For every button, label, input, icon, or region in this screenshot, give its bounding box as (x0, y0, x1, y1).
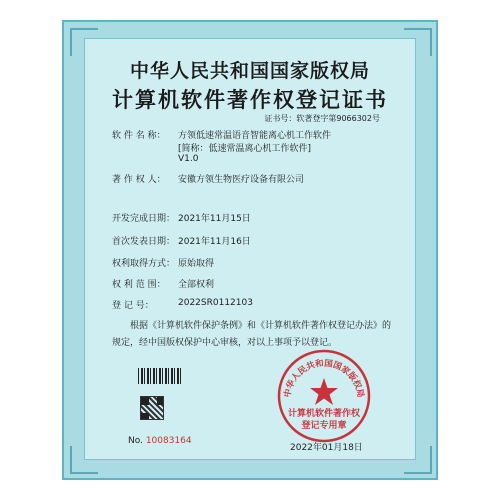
field-rights-scope (112, 277, 214, 290)
field-value: 全部权利 (178, 280, 215, 290)
field-value: 2021年11月16日 (178, 237, 251, 247)
field-registration-number (112, 298, 253, 311)
seal-center-line: 登记专用章 (301, 421, 347, 431)
legal-statement-line: 根据《计算机软件保护条例》和《计算机软件著作权登记办法》的 (130, 321, 392, 331)
corner-ornament (70, 28, 98, 56)
serial-prefix: No. (128, 436, 143, 446)
field-publish-date (112, 234, 251, 247)
software-version: V1.0 (178, 154, 199, 164)
field-software-name (112, 128, 331, 164)
field-label: 软 件 名 称： (112, 131, 166, 141)
field-value: 原始取得 (178, 259, 215, 269)
seal-arc-text: 中华人民共和国国家版权局 (282, 358, 366, 399)
field-value: 2022SR0112103 (178, 298, 253, 308)
field-copyright-owner (112, 172, 304, 185)
field-value: 安徽方领生物医疗设备有限公司 (178, 175, 305, 185)
field-label: 登 记 号： (112, 301, 154, 311)
seal-star-icon (310, 378, 338, 405)
field-label: 开发完成日期： (112, 214, 176, 224)
issue-date: 2022年01月18日 (290, 443, 363, 453)
field-acquisition-method (112, 256, 214, 269)
corner-ornament (70, 446, 98, 474)
field-label: 著 作 权 人： (112, 175, 166, 185)
software-full-name: 方领低速常温语音智能离心机工作软件 (178, 131, 332, 141)
serial-number (128, 436, 192, 446)
certificate-number: 证书号：软著登字第9066302号 (264, 114, 380, 123)
field-value: 2021年11月15日 (178, 214, 251, 224)
serial-value: 10083164 (145, 436, 192, 446)
qr-code (140, 396, 164, 420)
field-completion-date (112, 211, 251, 224)
legal-statement-line: 规定，经中国版权保护中心审核，对以上事项予以登记。 (112, 338, 338, 348)
corner-ornament (404, 28, 432, 56)
certificate-title: 计算机软件著作权登记证书 (112, 87, 388, 112)
field-label: 权利取得方式： (112, 259, 176, 269)
barcode (138, 368, 182, 384)
field-label: 首次发表日期： (112, 237, 176, 247)
seal-center-line: 计算机软件著作权 (287, 409, 360, 419)
software-short-name: [简称：低速常温离心机工作软件] (178, 144, 312, 154)
legal-statement (112, 318, 398, 352)
issuer-title: 中华人民共和国国家版权局 (129, 60, 370, 82)
corner-ornament (404, 446, 432, 474)
field-label: 权 利 范 围： (112, 280, 166, 290)
